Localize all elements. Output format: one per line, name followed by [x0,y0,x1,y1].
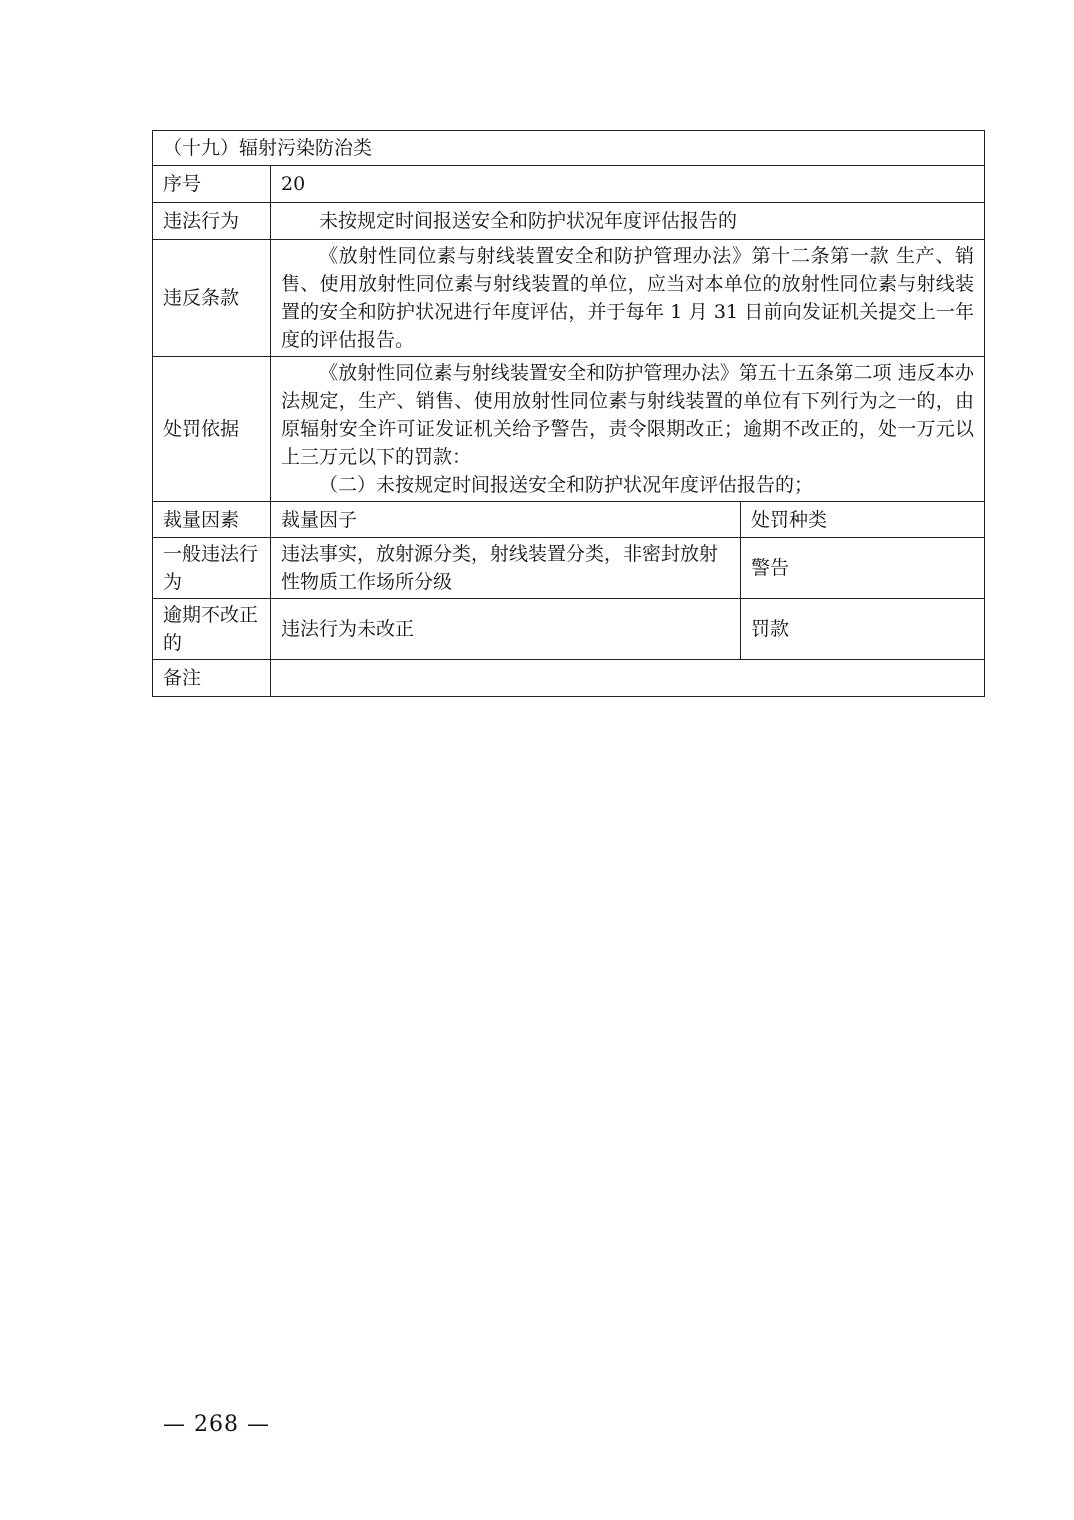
discretion-row-label: 逾期不改正的 [153,599,271,660]
remarks-label: 备注 [153,660,271,697]
violated-clause-label: 违反条款 [153,240,271,357]
discretion-factor-label: 裁量因素 [153,502,271,538]
page-number: — 268 — [163,1412,270,1437]
discretion-row-factor: 违法行为未改正 [271,599,741,660]
discretion-row-general [153,538,985,599]
penalty-table [152,130,985,697]
violation-value: 未按规定时间报送安全和防护状况年度评估报告的 [271,203,985,240]
penalty-basis-label: 处罚依据 [153,357,271,502]
penalty-basis-row [153,357,985,502]
discretion-row-penalty: 罚款 [741,599,985,660]
violated-clause-row [153,240,985,357]
serial-row [153,166,985,203]
discretion-row-overdue [153,599,985,660]
serial-value: 20 [271,166,985,203]
violated-clause-text: 《放射性同位素与射线装置安全和防护管理办法》第十二条第一款 生产、销售、使用放射性同位素与射线装置的单位，应当对本单位的放射性同位素与射线装置的安全和防护状况进行年度评估，并于每年 1 月 31 日前向发证机关提交上一年度的评估报告。 [271,240,985,357]
serial-label: 序号 [153,166,271,203]
discretion-row-factor: 违法事实，放射源分类，射线装置分类，非密封放射性物质工作场所分级 [271,538,741,599]
discretion-row-penalty: 警告 [741,538,985,599]
remarks-row [153,660,985,697]
penalty-basis-cell [271,357,985,502]
violation-row [153,203,985,240]
discretion-header-row [153,502,985,538]
discretion-row-label: 一般违法行为 [153,538,271,599]
section-title: （十九）辐射污染防治类 [153,131,985,166]
penalty-type-header: 处罚种类 [741,502,985,538]
penalty-basis-paragraph-1: 《放射性同位素与射线装置安全和防护管理办法》第五十五条第二项 违反本办法规定，生产、销售、使用放射性同位素与射线装置的单位有下列行为之一的，由原辐射安全许可证发证机关给予警告，责令限期改正；逾期不改正的，处一万元以上三万元以下的罚款： [281,362,974,468]
penalty-basis-paragraph-2: （二）未按规定时间报送安全和防护状况年度评估报告的； [319,474,814,496]
remarks-value [271,660,985,697]
discretion-factor-header: 裁量因子 [271,502,741,538]
section-row [153,131,985,166]
violation-label: 违法行为 [153,203,271,240]
